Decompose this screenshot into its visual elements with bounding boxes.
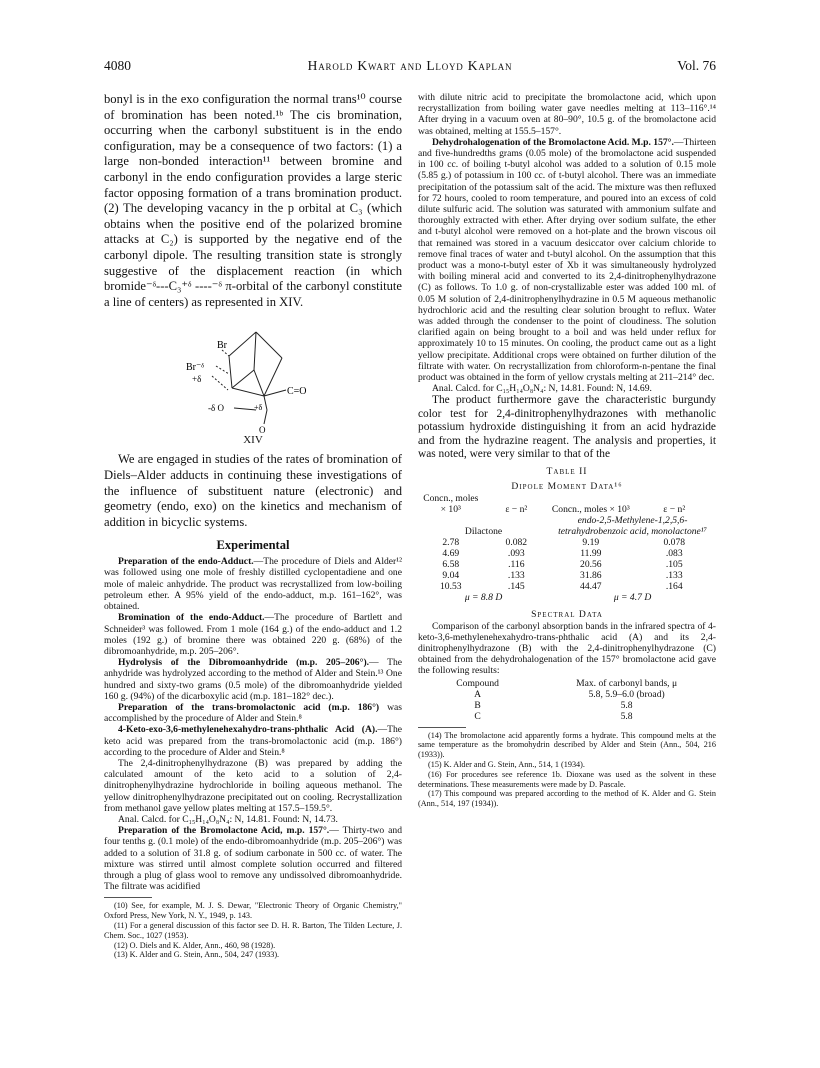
table-row xyxy=(418,700,716,711)
paragraph-heading: Dehydrohalogenation of the Bromolactone Acid. M.p. 157°. xyxy=(432,136,674,148)
footnotes-right xyxy=(418,731,716,809)
experimental-paragraph xyxy=(418,137,716,383)
table-header: Concn., moles × 10³ xyxy=(551,503,630,515)
table-header: Max. of carbonyl bands, μ xyxy=(576,677,678,689)
table-cell: C xyxy=(474,710,481,722)
experimental-paragraph xyxy=(104,702,402,724)
table-cell: 11.99 xyxy=(580,547,602,559)
experimental-paragraph xyxy=(104,556,402,612)
table-cell: 0.078 xyxy=(663,536,686,548)
table-cell: .164 xyxy=(665,580,683,592)
dipole-moment-value: μ = 8.8 D xyxy=(464,591,503,603)
paragraph-text: — Thirty-two and four tenths g. (0.1 mole) of the endo-dibromoanhydride (m.p. 205–206°) was added to a solution of 31.8 g. of sodium carbonate in 500 cc. of water. The mixture was stirred until almost complete solution occurred and filtered through a plug of glass wool to remove any undissolved dibromoanhydride. The filtrate was acidified xyxy=(104,825,402,893)
analysis-line: Anal. Calcd. for C₁₅H₁₄O₈N₄: N, 14.81. Found: N, 14.69. xyxy=(432,383,652,395)
dipole-moment-row xyxy=(418,592,716,603)
paragraph-text: —Thirteen and five-hundredths grams (0.05 mole) of the bromolactone acid suspended in 100 cc. of boiling t-butyl alcohol was added to a solution of 0.15 mole (5.85 g.) of potassium in 100 cc. of t-butyl alcohol. There was an immediate precipitation of the potassium salt of the acid. The mixture was then refluxed for 72 hours, cooled to room temperature, and poured into an excess of cold dilute sulfuric acid. The solution was saturated with ammonium sulfate and thoroughly extracted with ether. After drying over sodium sulfate, the ether and t-butyl alcohol were removed on a hot-plate and the brown viscous oil that remained was stored in a vacuum desiccator over calcium chloride to remove final traces of water and t-butyl alcohol. On the assumption that this product was a mono-t-butyl ester of Xb it was simultaneously hydrolyzed with boiling mineral acid and converted to its 2,4-dinitrophenylhydrazone (C) as follows. To 1.0 g. of non-crystallizable ester was added 100 ml. of 0.05 M solution of 2,4-dinitrophenylhydrazine in 0.5 M aqueous methanolic hydrochloric acid and the resulting clear solution brought to reflux. Water was added through the condenser to the point of cloudiness. The solution clarified again on being brought to a boil and was held under reflux for approximately 10 to 15 minutes. On cooling, the product came out as a light yellow precipitate. Additional crops were obtained on further dilution of the filtrate with water. On recrystallization from chloroform-n-pentane the final product was obtained in the form of yellow crystals melting at 211–214° dec. xyxy=(418,136,716,384)
paragraph-text: —The procedure of Bartlett and Schneider³ was followed. From 1 mole (164 g.) of the endo-adduct and 1.2 moles (192 g.) of bromine there was obtained 220 g. (68%) of the dibromoanhydride, m.p. 205–206°. xyxy=(104,612,403,657)
table-cell: .133 xyxy=(665,569,683,581)
positive-charge-label: +δ xyxy=(192,374,202,385)
carbonyl-oxygen-label: -δ O xyxy=(208,403,224,414)
analysis-line: Anal. Calcd. for C₁₅H₁₄O₈N₄: N, 14.81. Found: N, 14.73. xyxy=(118,813,338,825)
bromide-label: Br⁻ᵟ xyxy=(186,362,204,374)
table-cell: .133 xyxy=(507,569,525,581)
paragraph-studies: We are engaged in studies of the rates of bromination of Diels–Alder adducts in continuing these investigations of the influence of substituent nature (electronic) and geometry (endo, exo) on the kinetics and mechanism of addition in bicyclic systems. xyxy=(104,452,402,529)
footnote: (17) This compound was prepared according to the method of K. Alder and G. Stein (Ann., 514, 197 (1934)). xyxy=(418,789,716,809)
table-header: ε − n² xyxy=(663,503,686,515)
table-cell: .105 xyxy=(665,558,683,570)
paragraph-mechanism: bonyl is in the exo configuration the normal trans¹⁰ course of bromination has been noted.¹ᵇ The cis bromination, occurring when the carbonyl substituent is in the endo configuration, may be a consequence of two factors: (1) a large non-bonded interaction¹¹ between bromine and carbonyl in the endo configuration provides a large steric factor opposing formation of a trans bromination product. (2) The developing vacancy in the p orbital at C₃ (which obtains when the positive end of the polarized bromine attacks at C₂) is supported by the negative end of the carbonyl dipole. The resulting transition state is strongly suggestive of the displacement reaction (in which bromide⁻ᵟ---C₃⁺ᵟ ----⁻ᵟ π-orbital of the carbonyl constitute a line of centers) as represented in XIV. xyxy=(104,92,402,309)
structure-xiv-drawing xyxy=(104,312,402,434)
table-cell: 2.78 xyxy=(442,536,460,548)
table-cell: .145 xyxy=(507,580,525,592)
table-cell: 5.8, 5.9–6.0 (broad) xyxy=(588,688,665,700)
right-compound: endo-2,5-Methylene-1,2,5,6-tetrahydrobenzoic acid, monolactone¹⁷ xyxy=(558,514,708,537)
running-title: Harold Kwart and Lloyd Kaplan xyxy=(307,58,513,73)
section-heading: Experimental xyxy=(216,538,290,553)
table-cell: 44.47 xyxy=(580,580,602,592)
table-cell: .116 xyxy=(508,558,525,570)
left-column xyxy=(104,92,402,960)
experimental-paragraph xyxy=(104,724,402,758)
structure-xiv-figure xyxy=(104,312,402,434)
footnotes-left xyxy=(104,901,402,960)
footnote: (16) For procedures see reference 1b. Dioxane was used as the solvent in these determinations. These measurements were made by D. Pascale. xyxy=(418,769,716,789)
table-row xyxy=(418,559,716,570)
experimental-paragraph xyxy=(104,825,402,892)
footnote: (11) For a general discussion of this factor see D. H. R. Barton, The Tilden Lecture, J. Chem. Soc., 1027 (1953). xyxy=(104,920,402,940)
table-cell: A xyxy=(474,688,482,700)
table-compound-row xyxy=(418,515,716,537)
spectral-table xyxy=(418,678,716,722)
paragraph-heading: Bromination of the endo-Adduct. xyxy=(118,612,265,624)
paragraph-heading: Preparation of the Bromolactone Acid, m.p. 157°. xyxy=(118,825,330,837)
footnote: (10) See, for example, M. J. S. Dewar, "Electronic Theory of Organic Chemistry," Oxford Press, New York, N. Y., 1949, p. 143. xyxy=(104,901,402,921)
table-cell: 9.19 xyxy=(582,536,600,548)
table-header: ε − n² xyxy=(505,503,528,515)
experimental-paragraph xyxy=(104,657,402,702)
figure-label: XIV xyxy=(243,434,263,447)
table-label: Table II xyxy=(546,465,588,477)
page-number: 4080 xyxy=(104,58,131,73)
experimental-paragraph xyxy=(104,612,402,657)
footnote: (15) K. Alder and G. Stein, Ann., 514, 1 (1934). xyxy=(428,759,585,769)
footnote: (12) O. Diels and K. Alder, Ann., 460, 98 (1928). xyxy=(114,940,276,950)
table-row xyxy=(418,689,716,700)
paragraph-text: was accomplished by the procedure of Alder and Stein.⁸ xyxy=(104,701,402,725)
dipole-moment-value: μ = 4.7 D xyxy=(613,591,652,603)
table-row xyxy=(418,581,716,592)
table-cell: .083 xyxy=(665,547,683,559)
table-row xyxy=(418,537,716,548)
table-title: Dipole Moment Data¹⁶ xyxy=(511,480,623,492)
table-row xyxy=(418,711,716,722)
table-cell: 20.56 xyxy=(580,558,602,570)
dipole-moment-table xyxy=(418,493,716,603)
table-header: Compound xyxy=(456,677,499,689)
table-cell: 5.8 xyxy=(620,710,633,722)
paragraph-heading: 4-Keto-exo-3,6-methylenehexahydro-trans-phthalic Acid (A). xyxy=(118,724,378,736)
footnote-rule xyxy=(418,727,466,728)
paragraph-product: The product furthermore gave the characteristic burgundy color test for 2,4-dinitrophenylhydrazones with methanolic potassium hydroxide distinguishing it from an acid hydrazide and from the hydrazine reagent. The analysis and properties, it was noted, were very similar to that of the xyxy=(418,394,716,461)
paragraph-text: — The anhydride was hydrolyzed according to the method of Alder and Stein.¹³ One hundred and sixty-two grams (0.5 mole) of the dibromoanhydride yielded 160 g. (94%) of the dicarboxylic acid (m.p. 181–182° dec.). xyxy=(104,657,403,702)
paragraph-text: —The procedure of Diels and Alder¹² was followed using one mole of freshly distilled cyclopentadiene and one mole of maleic anhydride. The product was recrystallized from low-boiling petroleum ether. A 95% yield of the endo-adduct, m.p. 161–162°, was obtained. xyxy=(104,556,402,613)
footnote: (14) The bromolactone acid apparently forms a hydrate. This compound melts at the same temperature as the bromohydrin described by Alder and Stein (Ann., 504, 216 (1933)). xyxy=(418,730,716,760)
table-header-row xyxy=(418,493,716,515)
table-header: Concn., moles × 10³ xyxy=(423,492,479,515)
table-row xyxy=(418,570,716,581)
paragraph-text: —The keto acid was prepared from the trans-bromolactonic acid (m.p. 186°) according to the procedure of Alder and Stein.⁸ xyxy=(104,724,402,758)
spectral-paragraph: Comparison of the carbonyl absorption bands in the infrared spectra of 4-keto-3,6-methylenehexahydro-trans-phthalic acid (A) and its 2,4-dinitrophenylhydrazone (B) with the 2,4-dinitrophenylhydrazone (C) obtained from the dehydrohalogenation of the 157° bromolactone acid gave the following results: xyxy=(418,620,716,677)
table-cell: .093 xyxy=(507,547,525,559)
paragraph-heading: Preparation of the endo-Adduct. xyxy=(118,556,254,568)
running-header xyxy=(104,58,716,78)
table-cell: B xyxy=(474,699,481,711)
table-cell: 0.082 xyxy=(505,536,528,548)
table-cell: 31.86 xyxy=(580,569,602,581)
paragraph-heading: Hydrolysis of the Dibromoanhydride (m.p. 205–206°). xyxy=(118,657,370,669)
footnote-rule xyxy=(104,897,152,898)
table-cell: 6.58 xyxy=(442,558,460,570)
table-row xyxy=(418,548,716,559)
volume-number: Vol. 76 xyxy=(677,58,716,73)
bromine-label: Br xyxy=(217,340,227,352)
table-header-row xyxy=(418,678,716,689)
footnote: (13) K. Alder and G. Stein, Ann., 504, 247 (1933). xyxy=(114,950,280,960)
right-column xyxy=(418,92,716,809)
table-cell: 9.04 xyxy=(442,569,460,581)
paragraph-heading: Preparation of the trans-bromolactonic acid (m.p. 186°) xyxy=(118,701,380,713)
left-compound: Dilactone xyxy=(464,525,503,537)
table-cell: 10.53 xyxy=(439,580,462,592)
carbonyl-group-label: C=O xyxy=(287,386,307,398)
ring-oxygen-label: O xyxy=(259,425,266,435)
carbonyl-carbon-charge-label: +δ xyxy=(254,403,263,413)
table-cell: 5.8 xyxy=(620,699,633,711)
table-cell: 4.69 xyxy=(442,547,460,559)
experimental-paragraph: The 2,4-dinitrophenylhydrazone (B) was prepared by adding the calculated amount of the keto acid to a solution of 2,4-dinitrophenylhydrazine hydrochloride in boiling aqueous methanol. The yellow dinitrophenylhydrazone precipitated out on cooling. Recrystallization from methanol gave yellow plates melting at 157.5–159.5°. xyxy=(104,757,402,814)
spectral-title: Spectral Data xyxy=(531,608,603,620)
experimental-paragraph: with dilute nitric acid to precipitate the bromolactone acid, which upon recrystallization from boiling water gave needles melting at 113–116°.¹⁴ After drying in a vacuum oven at 80–90°, 10.5 g. of the bromolactone acid was obtained, melting at 155.5–157°. xyxy=(418,92,716,137)
